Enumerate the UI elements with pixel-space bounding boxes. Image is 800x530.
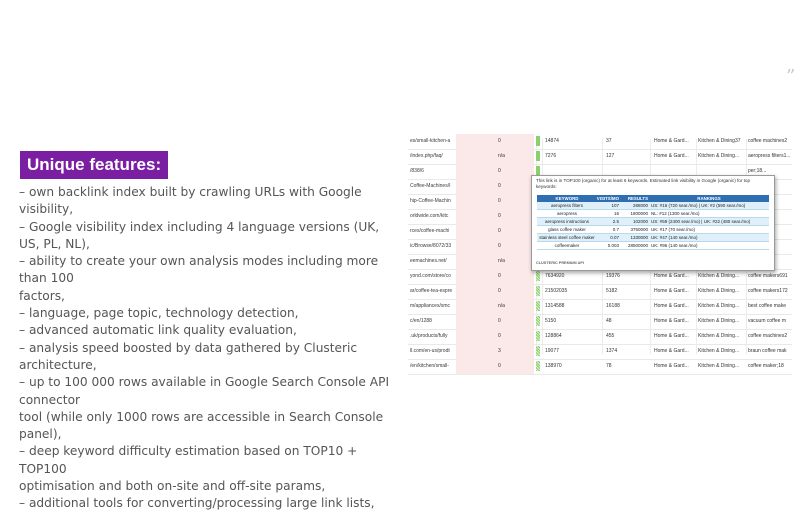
results-cell: 1330000 <box>630 235 648 240</box>
table-row <box>408 269 792 285</box>
feature-item: – Google visibility index including 4 language versions (UK, US, PL, NL), <box>19 219 380 251</box>
subcategory-cell: Kitchen & Dining37 <box>698 138 741 144</box>
count-cell: 37 <box>606 138 612 144</box>
category-cell: Home & Gard... <box>654 303 689 309</box>
table-row <box>408 134 792 150</box>
value-cell: 0 <box>498 288 501 294</box>
url-cell: yond.com/store/co <box>410 273 451 279</box>
number-cell: 19077 <box>545 348 559 354</box>
visibility-bar <box>536 361 540 371</box>
url-cell: ic/Browse/8072/33 <box>410 243 452 249</box>
category-cell: Home & Gard... <box>654 318 689 324</box>
results-cell: 28500000 <box>627 243 648 248</box>
results-cell: 1800000 <box>630 211 648 216</box>
url-cell: eemachines.net/ <box>410 258 447 264</box>
visibility-bar <box>536 286 540 296</box>
highlight-band <box>456 179 534 194</box>
visits-cell: 107 <box>611 203 619 208</box>
url-cell: .uk/products/fully <box>410 333 448 339</box>
keyword-row <box>537 210 769 218</box>
subcategory-cell: Kitchen & Dining... <box>698 153 740 159</box>
table-row <box>408 314 792 330</box>
feature-item: – language, page topic, technology detection, <box>19 306 299 321</box>
keyword-cell: coffee machines2 <box>748 138 788 144</box>
subcategory-cell: Kitchen & Dining... <box>698 348 740 354</box>
rankings-cell: US: #59 (2400 sear./mo) | UK: #22 (480 sear./mo) <box>651 219 751 224</box>
feature-item: – up to 100 000 rows available in Google Search Console API connector <box>19 375 390 407</box>
highlight-band <box>456 209 534 224</box>
subcategory-cell: Kitchen & Dining... <box>698 273 740 279</box>
feature-item: factors, <box>19 288 65 303</box>
count-cell: 16188 <box>606 303 620 309</box>
count-cell: 127 <box>606 153 615 159</box>
keyword-row <box>537 202 769 210</box>
feature-item: tool (while only 1000 rows are accessible in Search Console panel), <box>19 409 384 442</box>
rankings-cell: US: #16 (720 sear./mo) | UK: #2 (590 sear./mo) <box>651 203 746 208</box>
number-cell: 5150 <box>545 318 557 324</box>
category-cell: Home & Gard... <box>654 273 689 279</box>
feature-item: optimisation and both on-site and off-site params, <box>19 479 326 494</box>
highlight-band <box>456 194 534 209</box>
col-keyword: KEYWORD <box>555 196 579 201</box>
feature-item: – analysis speed boosted by data gathered by Clusteric architecture, <box>19 340 358 372</box>
value-cell: n/a <box>498 258 505 264</box>
highlight-band <box>456 344 534 359</box>
col-results: RESULTS <box>627 196 648 201</box>
value-cell: 0 <box>498 363 501 369</box>
rankings-cell: NL: #12 (1300 sear./mo) <box>651 211 700 216</box>
keyword-cell: vacuum coffee m <box>748 318 786 324</box>
url-cell: /838/6 <box>410 168 424 174</box>
col-visits: VISITS/MO <box>596 196 619 201</box>
keyword-cell: coffeemaker <box>554 243 580 248</box>
number-cell: 21502035 <box>545 288 568 294</box>
table-row <box>408 344 792 360</box>
highlight-band <box>456 149 534 164</box>
highlight-band <box>456 359 534 374</box>
keyword-cell: coffee machines2 <box>748 333 788 339</box>
value-cell: 0 <box>498 183 501 189</box>
results-cell: 3750000 <box>630 227 648 232</box>
visibility-bar <box>536 331 540 341</box>
value-cell: 0 <box>498 213 501 219</box>
highlight-band <box>456 164 534 179</box>
url-cell: m/appliances/smc <box>410 303 451 309</box>
visibility-bar <box>536 346 540 356</box>
keyword-table-header <box>537 195 769 202</box>
value-cell: n/a <box>498 153 505 159</box>
keyword-cell: glass coffee maker <box>548 227 586 232</box>
category-cell: Home & Gard... <box>654 363 689 369</box>
value-cell: 0 <box>498 168 501 174</box>
visits-cell: 0.003 <box>607 243 619 248</box>
value-cell: 0 <box>498 273 501 279</box>
highlight-band <box>456 254 534 269</box>
keyword-cell: coffee makers172 <box>748 288 788 294</box>
feature-item: – own backlink index built by crawling URLs with Google visibility, <box>19 185 362 217</box>
rankings-cell: UK: #96 (140 sear./mo) <box>651 243 698 248</box>
clusteric-brand: CLUSTERIC PREMIUM API <box>536 261 584 265</box>
feature-list <box>19 184 394 513</box>
highlight-band <box>456 269 534 284</box>
value-cell: 0 <box>498 138 501 144</box>
value-cell: 0 <box>498 318 501 324</box>
keyword-cell: aeropress instructions <box>544 219 590 224</box>
category-cell: Home & Gard... <box>654 138 689 144</box>
table-row <box>408 149 792 165</box>
subcategory-cell: Kitchen & Dining... <box>698 333 740 339</box>
visits-cell: 2.5 <box>612 219 619 224</box>
feature-item: – advanced automatic link quality evaluation, <box>19 323 297 338</box>
keyword-row <box>537 218 769 226</box>
highlight-band <box>456 329 534 344</box>
tooltip-message: This link is in TOP100 (organic) for at least 6 keywords. Estimated link visibility in Google (organic) for top keywords: <box>536 178 751 189</box>
unique-features-heading: Unique features: <box>20 151 168 179</box>
highlight-band <box>456 224 534 239</box>
keyword-row <box>537 242 769 250</box>
keyword-cell: coffee maker;18 <box>748 363 784 369</box>
url-cell: Coffee-Machines/I <box>410 183 451 189</box>
highlight-band <box>456 314 534 329</box>
value-cell: 0 <box>498 333 501 339</box>
url-cell: c/en/1288 <box>410 318 432 324</box>
keyword-cell: coffee makers691 <box>748 273 788 279</box>
highlight-band <box>456 239 534 254</box>
table-row <box>408 329 792 345</box>
keyword-row <box>537 234 769 242</box>
count-cell: 5182 <box>606 288 618 294</box>
number-cell: 128864 <box>545 333 562 339</box>
number-cell: 7634920 <box>545 273 565 279</box>
link-visibility-tooltip <box>531 175 775 271</box>
results-cell: 102000 <box>632 219 648 224</box>
subcategory-cell: Kitchen & Dining... <box>698 363 740 369</box>
url-cell: es/small-kitchen-a <box>410 138 451 144</box>
keyword-cell: stainless steel coffee maker <box>539 235 595 240</box>
quote-mark: ” <box>786 66 796 87</box>
count-cell: 78 <box>606 363 612 369</box>
count-cell: 455 <box>606 333 615 339</box>
highlight-band <box>456 134 534 149</box>
visibility-bar <box>536 301 540 311</box>
value-cell: n/a <box>498 303 505 309</box>
visibility-bar <box>536 136 540 146</box>
feature-item: – deep keyword difficulty estimation based on TOP10 + TOP100 <box>19 444 358 476</box>
visibility-bar <box>536 316 540 326</box>
value-cell: 3 <box>498 348 501 354</box>
url-cell: /index.php/faq/ <box>410 153 443 159</box>
count-cell: 48 <box>606 318 612 324</box>
category-cell: Home & Gard... <box>654 333 689 339</box>
value-cell: 0 <box>498 198 501 204</box>
feature-item: – additional tools for converting/processing large link lists, <box>19 496 375 511</box>
url-cell: ll.com/en-us/prodt <box>410 348 450 354</box>
category-cell: Home & Gard... <box>654 288 689 294</box>
category-cell: Home & Gard... <box>654 348 689 354</box>
url-cell: ar/coffee-tea-espre <box>410 288 453 294</box>
visits-cell: 16 <box>613 211 619 216</box>
keyword-table <box>537 195 769 250</box>
url-cell: /en/kitchen/small- <box>410 363 449 369</box>
visibility-bar <box>536 151 540 161</box>
feature-item: – ability to create your own analysis modes including more than 100 <box>19 254 379 286</box>
number-cell: 1314588 <box>545 303 565 309</box>
number-cell: 14874 <box>545 138 559 144</box>
number-cell: 7276 <box>545 153 557 159</box>
keyword-cell: per;18... <box>748 168 767 174</box>
keyword-cell: braun coffee mak <box>748 348 787 354</box>
count-cell: 19376 <box>606 273 620 279</box>
visibility-bar <box>536 271 540 281</box>
table-row <box>408 299 792 315</box>
visits-cell: 0.07 <box>610 235 619 240</box>
keyword-cell: aeropress filters <box>550 203 583 208</box>
subcategory-cell: Kitchen & Dining... <box>698 318 740 324</box>
table-row <box>408 359 792 375</box>
rankings-cell: UK: #47 (140 sear./mo) <box>651 235 698 240</box>
highlight-band <box>456 299 534 314</box>
col-rankings: RANKINGS <box>697 196 721 201</box>
url-cell: rces/coffee-machi <box>410 228 450 234</box>
highlight-band <box>456 284 534 299</box>
keyword-cell: aeropress <box>556 211 577 216</box>
url-cell: orldwide.com/kitc <box>410 213 449 219</box>
visits-cell: 0.7 <box>612 227 619 232</box>
subcategory-cell: Kitchen & Dining... <box>698 288 740 294</box>
rankings-cell: UK: #17 (70 sear./mo) <box>651 227 696 232</box>
table-row <box>408 284 792 300</box>
value-cell: 0 <box>498 228 501 234</box>
subcategory-cell: Kitchen & Dining... <box>698 303 740 309</box>
keyword-cell: best coffee make <box>748 303 786 309</box>
value-cell: 0 <box>498 243 501 249</box>
number-cell: 138970 <box>545 363 562 369</box>
results-cell: 288000 <box>632 203 648 208</box>
keyword-cell: aeropress filters1... <box>748 153 791 159</box>
count-cell: 1374 <box>606 348 618 354</box>
keyword-row <box>537 226 769 234</box>
url-cell: hip-Coffee-Machin <box>410 198 451 204</box>
category-cell: Home & Gard... <box>654 153 689 159</box>
